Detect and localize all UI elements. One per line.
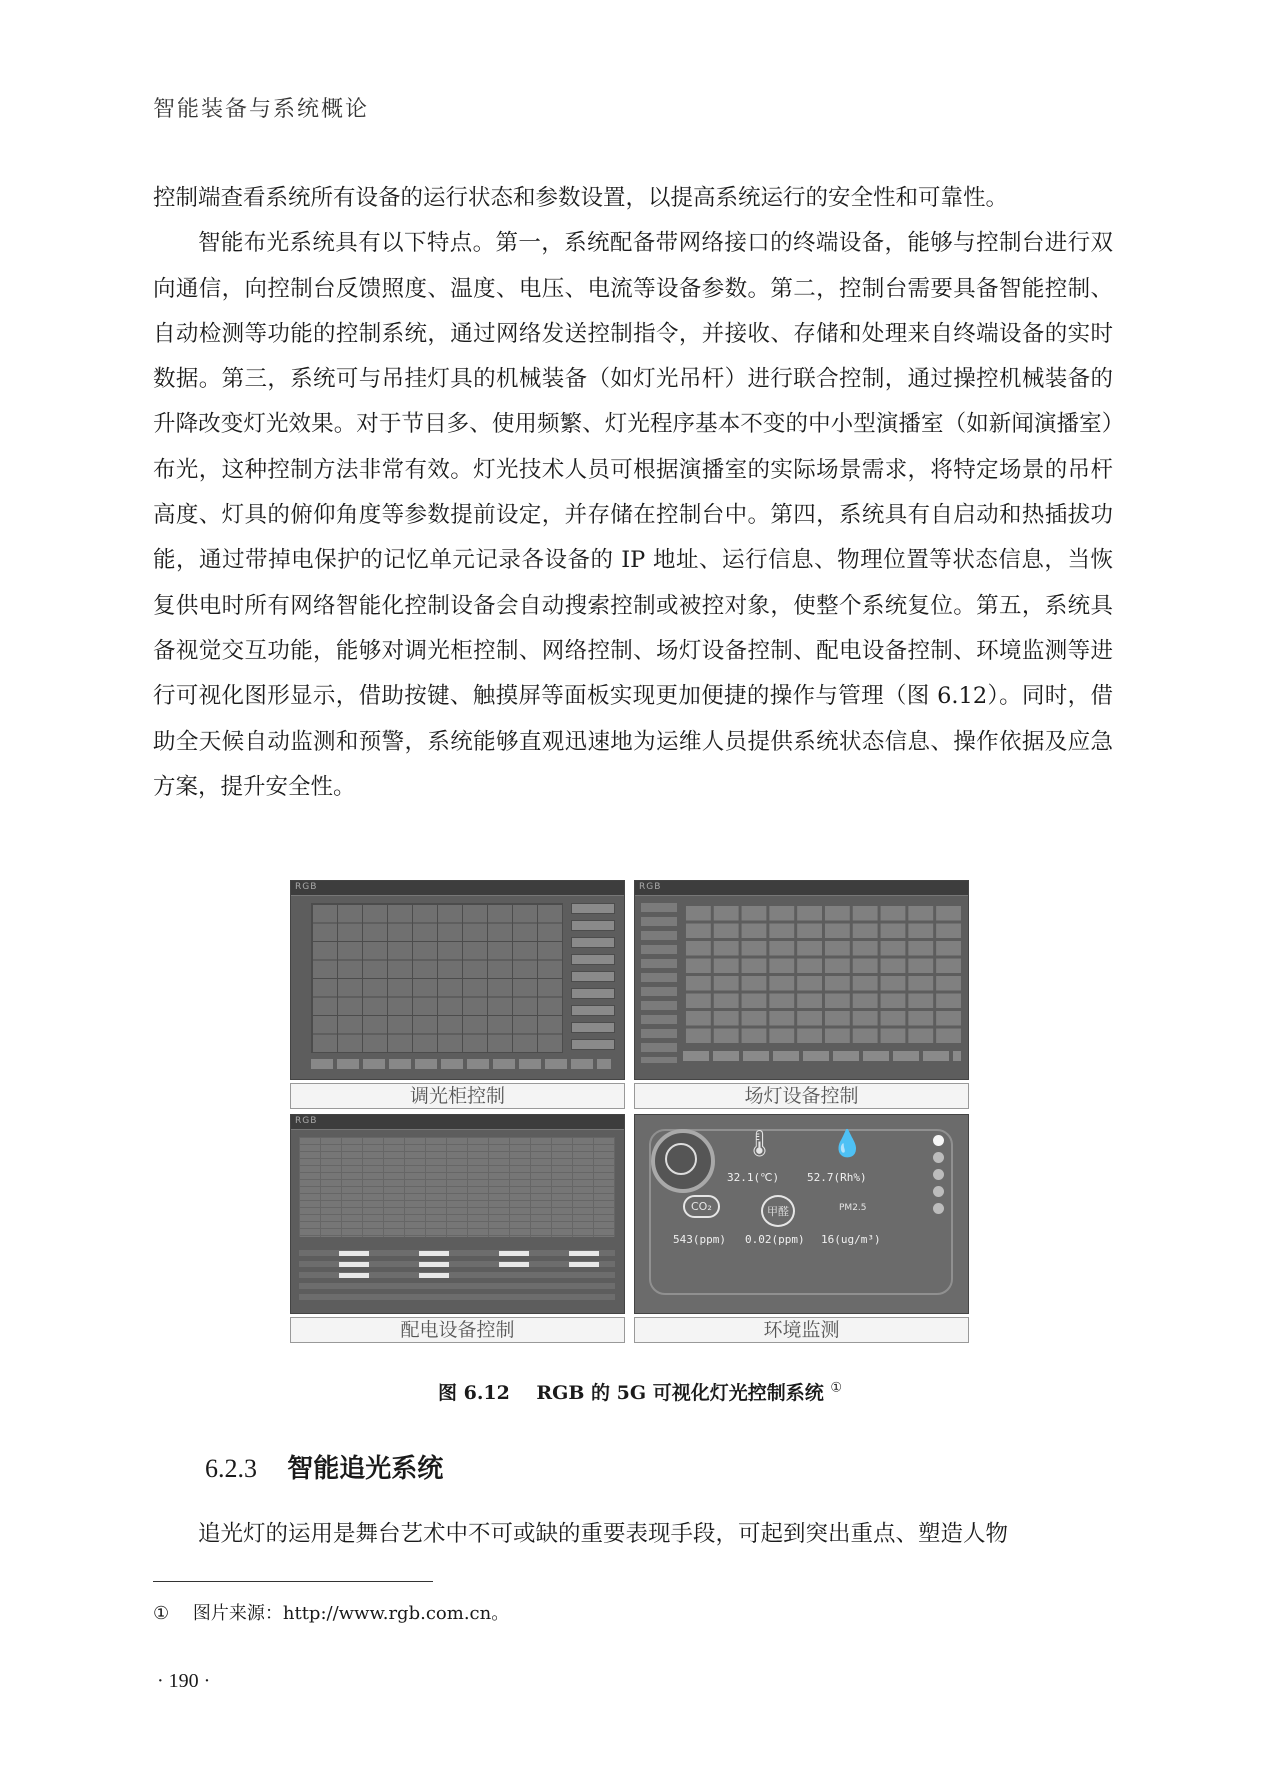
formaldehyde-icon: 甲醛 (761, 1195, 795, 1227)
temperature-value: 32.1(℃) (727, 1171, 780, 1184)
thermometer-badge-icon (651, 1129, 715, 1193)
figure-title: RGB 的 5G 可视化灯光控制系统 (536, 1382, 824, 1404)
screen-topbar (291, 1115, 624, 1130)
dimmer-side-controls (571, 903, 615, 1053)
power-data-table (299, 1137, 615, 1237)
power-distribution-screenshot (290, 1114, 625, 1314)
section-paragraph: 追光灯的运用是舞台艺术中不可或缺的重要表现手段，可起到突出重点、塑造人物 (198, 1521, 1009, 1547)
formaldehyde-value: 0.02(ppm) (745, 1233, 805, 1246)
section-number: 6.2.3 (205, 1454, 257, 1483)
paragraph-1: 控制端查看系统所有设备的运行状态和参数设置，以提高系统运行的安全性和可靠性。 (153, 185, 1009, 211)
thermometer-icon: 🌡 (743, 1129, 777, 1159)
panel-label-power: 配电设备控制 (290, 1317, 625, 1343)
status-indicator-lights (933, 1135, 949, 1220)
footnote-marker: ① (153, 1603, 170, 1624)
page-number: · 190 · (157, 1670, 211, 1692)
rgb-logo: RGB (295, 1116, 318, 1126)
running-head: 智能装备与系统概论 (153, 97, 370, 122)
co2-cloud-icon: CO₂ (683, 1195, 720, 1218)
paragraph-2: 智能布光系统具有以下特点。第一，系统配备带网络接口的终端设备，能够与控制台进行双向通信，向控制台反馈照度、温度、电压、电流等设备参数。第二，控制台需要具备智能控制、自动检测等功能的控制系统，通过网络发送控制指令，并接收、存储和处理来自终端设备的实时数据。第三，系统可与吊挂灯具的机械装备（如灯光吊杆）进行联合控制，通过操控机械装备的升降改变灯光效果。对于节目多、使用频繁、灯光程序基本不变的中小型演播室（如新闻演播室）布光，这种控制方法非常有效。灯光技术人员可根据演播室的实际场景需求，将特定场景的吊杆高度、灯具的俯仰角度等参数提前设定，并存储在控制台中。第四，系统具有自启动和热插拔功能，通过带掉电保护的记忆单元记录各设备的 IP 地址、运行信息、物理位置等状态信息，当恢复供电时所有网络智能化控制设备会自动搜索控制或被控对象，使整个系统复位。第五，系统具备视觉交互功能，能够对调光柜控制、网络控制、场灯设备控制、配电设备控制、环境监测等进行可视化图形显示，借助按键、触摸屏等面板实现更加便捷的操作与管理（图 6.12）。同时，借助全天候自动监测和预警，系统能够直观迅速地为运维人员提供系统状态信息、操作依据及应急方案，提升安全性。 (153, 230, 1113, 800)
figure-caption (0, 1378, 1280, 1405)
humidity-value: 52.7(Rh%) (807, 1171, 867, 1184)
pm25-value: 16(ug/m³) (821, 1233, 881, 1246)
field-light-side-menu (641, 903, 677, 1063)
screen-topbar (291, 881, 624, 896)
dimmer-bottom-toolbar (311, 1059, 611, 1069)
dimmer-channel-grid (311, 903, 563, 1053)
field-light-bottom-toolbar (683, 1051, 961, 1061)
body-text (153, 176, 1113, 810)
footnote (153, 1599, 509, 1625)
water-drop-icon: 💧 (831, 1129, 864, 1159)
figure-6-12 (290, 880, 970, 1342)
dimmer-control-screenshot (290, 880, 625, 1080)
section-heading (205, 1448, 443, 1485)
environment-monitor-screenshot (634, 1114, 969, 1314)
section-title: 智能追光系统 (287, 1454, 444, 1484)
screen-topbar (635, 881, 968, 896)
field-light-control-screenshot (634, 880, 969, 1080)
co2-value: 543(ppm) (673, 1233, 726, 1246)
footnote-reference: ① (830, 1380, 842, 1396)
rgb-logo: RGB (639, 882, 662, 892)
field-light-device-grid (683, 903, 961, 1043)
power-settings-form (299, 1245, 615, 1305)
rgb-logo: RGB (295, 882, 318, 892)
pm25-icon: PM2.5 (839, 1203, 867, 1213)
footnote-text: 图片来源：http://www.rgb.com.cn。 (192, 1603, 510, 1624)
footnote-divider (153, 1581, 433, 1582)
panel-label-dimmer: 调光柜控制 (290, 1083, 625, 1109)
panel-label-environment: 环境监测 (634, 1317, 969, 1343)
figure-number: 图 6.12 (437, 1382, 510, 1404)
panel-label-field-light: 场灯设备控制 (634, 1083, 969, 1109)
